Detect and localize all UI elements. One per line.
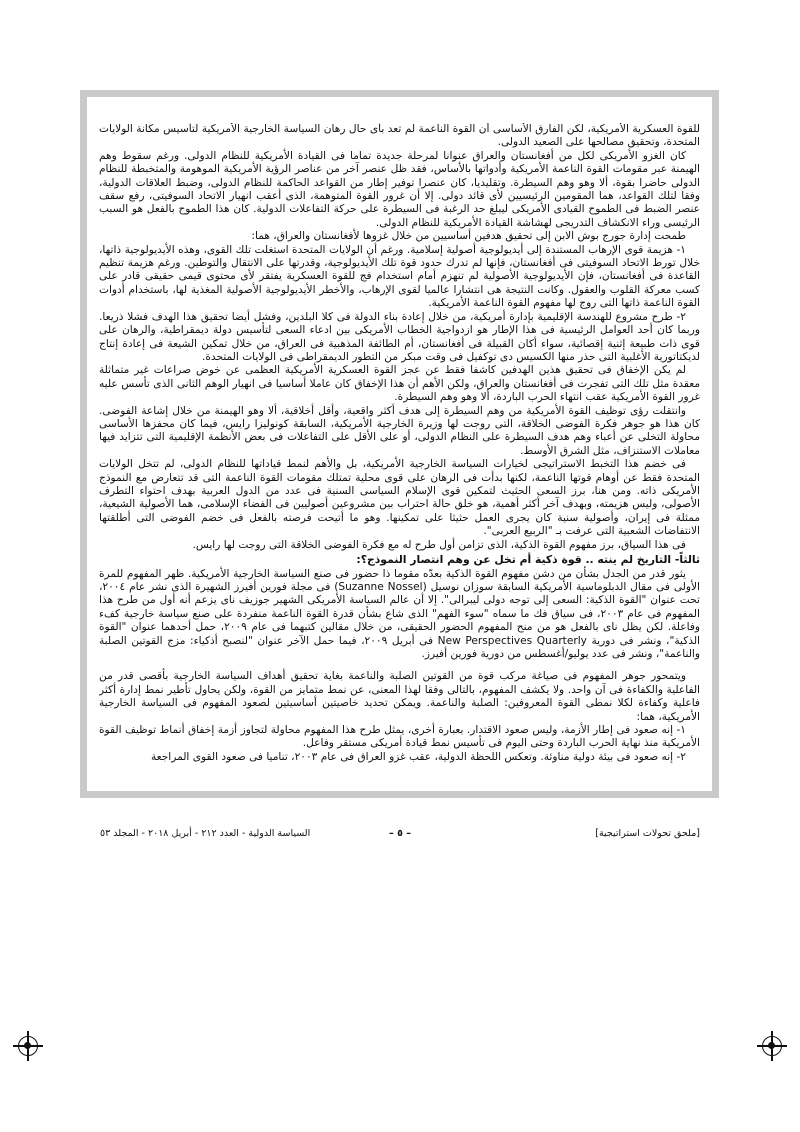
paragraph: لم يكن الإخفاق فى تحقيق هذين الهدفين كاشفا فقط عن عجز القوة العسكرية الأمريكية العظمى عن خوض صراعات غير متماثلة معقدة مثل تلك التى تفجرت فى أفغانستان والعراق، ولكن الأهم أن هذا الإخفاق كان عاملا أساسيا فى انهيار الوهم الثانى الذى تأسس عليه غرور القوة الأمريكية عقب انتهاء الحرب الباردة، ألا وهو وهم السيطرة. bbox=[99, 364, 700, 404]
paragraph: وانتقلت رؤى توظيف القوة الأمريكية من وهم السيطرة إلى هدف أكثر واقعية، وأقل أخلاقية، ألا وهو الهيمنة من خلال إشاعة الفوضى. كان هذا هو جوهر فكرة الفوضى الخلاقة، التى روجت لها وزيرة الخارجية الأمريكية، السابقة كونوليزا رايس، فيما كان محفزها الأساسى محاولة التخلى عن أعباء وهم هدف السيطرة على النظام الدولى، أو على الأقل على التفاعلات فى بعض الأنظمة الإقليمية التى تتزايد فيها معاملات الاستنزاف، مثل الشرق الأوسط. bbox=[99, 404, 700, 457]
article-body bbox=[99, 123, 700, 781]
journal-info: السياسة الدولية - العدد ٢١٢ - أبريل ٢٠١٨ - المجلد ٥٣ bbox=[100, 828, 311, 839]
list-item: ٢- إنه صعود فى بيئة دولية مناوئة. وتعكس اللحظة الدولية، عقب غزو العراق فى عام ٢٠٠٣، تناميا فى صعود القوى المراجعة bbox=[150, 750, 686, 763]
registration-mark-icon bbox=[762, 1036, 782, 1056]
list-item: ٢- طرح مشروع للهندسة الإقليمية بإدارة أمريكية، من خلال إعادة بناء الدولة فى كلا البلدين، وفشل أيضا تحقيق هذا الهدف فشلا ذريعا. وربما كان أحد العوامل الرئيسية فى هذا الإطار هو ازدواجية الخطاب الأمريكى بين ادعاء السعى لتأسيس دولة ديمقراطية، والرهان على قوى ذات طبيعة إثنية إقصائية، سواء أكان القبيلة فى أفغانستان، أم الطائفة المذهبية فى العراق، من خلال تمكين الشيعة فى إعادة إنتاج لديكتاتورية الأغلبية التى حذر منها الكسيس دى توكفيل فى وقت مبكر من التطور الديمقراطى فى الولايات المتحدة. bbox=[99, 310, 700, 363]
paragraph: طمحت إدارة جورج بوش الابن إلى تحقيق هدفين أساسيين من خلال غزوها لأفغانستان والعراق، هما: bbox=[251, 230, 686, 243]
paragraph: يثور قدر من الجدل بشأن من دشن مفهوم القوة الذكية بعدّه مقوما ذا حضور فى صنع السياسة الخارجية الأمريكية. ظهر المفهوم للمرة الأولى فى مقال الدبلوماسية الأمريكية السابقة سوزان نوسيل (Suzanne Nossel) فى مجلة فورين أفيرز الشهيرة الذى نشر عام ٢٠٠٤، تحت عنوان "القوة الذكية: السعى إلى توجه دولى ليبرالى". إلا أن عالم السياسة الأمريكى الشهير جوزيف ناى يزعم أنه أول من طرح هذا المفهوم فى عام ٢٠٠٣، فى سياق فك ما سماه "سوء الفهم" الذى شاع بشأن قدرة القوة الناعمة منفردة على صنع سياسة خارجية كفء وفاعلة. لكن يظل ناى بالفعل هو من منح المفهوم الحضور الحقيقى، من خلال مقالين كتبهما فى عام ٢٠٠٩، حمل أحدهما عنوان "القوة الذكية"، ونشر فى دورية New Perspectives Quarterly فى أبريل ٢٠٠٩، فيما حمل الآخر عنوان "لنصبح أذكياء: مزج القوتين الصلبة والناعمة"، ونشر فى عدد يوليو/أغسطس من دورية فورين أفيرز. bbox=[99, 567, 700, 661]
paragraph: فى خضم هذا التخبط الاستراتيجى لخيارات السياسة الخارجية الأمريكية، بل والأهم لنمط قياداتها للنظام الدولى، لم تتخل الولايات المتحدة فقط عن أوهام قوتها الناعمة، لكنها بدأت فى الرهان على قوى محلية تمتلك مقومات القوة الناعمة التى قد تتعارض مع النموذج الأمريكى ذاته. ومن هنا، برز السعى الحثيث لتمكين قوى الإسلام السياسى السنية فى عدد من الدول العربية بهدف احتواء التطرف الأصولى، وليس هزيمته، وبهدف آخر أكثر أهمية، هو خلق حالة احتراب بين مشروعين أصوليين فى الفضاء الإسلامى، هما الأصولية الشيعية، ممثلة فى إيران، وأصولية سنية كان يجرى العمل حثيثا على تمكينها. وهو ما أتيحت فرصته بالفعل فى خضم الفوضى التى أطلقتها الانتفاضات الشعبية التى عرفت بـ "الربيع العربى". bbox=[99, 458, 700, 538]
list-item: ١- هزيمة قوى الإرهاب المستندة إلى أيديولوجية أصولية إسلامية. ورغم أن الولايات المتحدة استغلت تلك القوى، وهذه الأيديولوجية ذاتها، خلال تورط الاتحاد السوفيتى فى أفغانستان، فإنها لم تدرك حدود قوة تلك الأيديولوجية، وقدرتها على الانتقال والتوطين. ورغم هزيمة تنظيم القاعدة فى أفغانستان، فإن الأيديولوجية الأصولية لم تنهزم أمام استخدام فج للقوة العسكرية يفتقر لأى محتوى قيمى حقيقى قادر على كسب معركة القلوب والعقول. وكانت النتيجة هى انتشارا عالميا لقوى الإرهاب، والأخطر الأيديولوجية الأصولية المغذية لها، باستخدام أدوات القوة الناعمة ذاتها التى روج لها مفهوم القوة الناعمة الأمريكية. bbox=[99, 243, 700, 310]
list-item: ١- إنه صعود فى إطار الأزمة، وليس صعود الاقتدار. بعبارة أخرى، يمثل طرح هذا المفهوم محاولة لتجاوز أزمة إخفاق أنماط توظيف القوة الأمريكية منذ نهاية الحرب الباردة وحتى اليوم فى تأسيس نمط قيادة أمريكى مستقر وفاعل. bbox=[99, 724, 700, 750]
page-number: – ٥ – bbox=[389, 828, 411, 839]
paragraph: فى هذا السياق، برز مفهوم القوة الذكية، الذى تزامن أول طرح له مع فكرة الفوضى الخلاقة التى روجت لها رايس. bbox=[192, 538, 686, 551]
paragraph: ويتمحور جوهر المفهوم فى صياغة مركب قوة من القوتين الصلبة والناعمة بغاية تحقيق أهداف السياسة الخارجية بأقصى قدر من الفاعلية والكفاءة فى آن واحد. ولا يكشف المفهوم، بالتالى وفقا لهذا المعنى، عن نمط متمايز من القوة، ولكن يحاول تأطير نمط إدارة أكثر فاعلية وكفاءة لكلا نمطى القوة المعروفين: الصلبة والناعمة. ويمكن تحديد خاصيتين أساسيتين لصعود المفهوم فى السياسة الخارجية الأمريكية، هما: bbox=[99, 670, 700, 723]
page-footer bbox=[100, 828, 700, 844]
paragraph: للقوة العسكرية الأمريكية، لكن الفارق الأساسى أن القوة الناعمة لم تعد بأى حال رهان السياسة الخارجية الأمريكية لتأسيس مكانة الولايات المتحدة، وتحقيق مصالحها على الصعيد الدولى. bbox=[99, 123, 700, 149]
paragraph: كان الغزو الأمريكى لكل من أفغانستان والعراق عنوانا لمرحلة جديدة تماما فى القيادة الأمريكية للنظام الدولى. ورغم سقوط وهم الهيمنة عبر مقومات القوة الناعمة الأمريكية وأدواتها بالأساس، فقد ظل عنصر آخر من عناصر الرؤية الأمريكية الموهومة والمتخبطة للنظام الدولى حاضرا بقوة، ألا وهو وهم السيطرة. وتقليديا، كان عنصرا توفير إطار من القواعد الحاكمة للنظام الدولى، وضبط العلاقات الدولية، وفقا لتلك القواعد، هما المقومين الرئيسيين لأى قائد دولى. إلا أن غرور القوة المتوهمة، الذى أعقب انهيار الاتحاد السوفيتى، رفع سقف عنصر الضبط فى الطموح القيادى الأمريكى ليبلغ حد الرغبة فى السيطرة على حركة التفاعلات الدولية. كان هذا الطموح بالفعل هو السبب الرئيسى وراء الانكشاف التدريجى لهشاشة القيادة الأمريكية للنظام الدولى. bbox=[99, 149, 700, 229]
section-heading: ثالثاً- التاريخ لم ينته .. قوة ذكية أم تخل عن وهم انتصار النموذج؟: bbox=[356, 553, 700, 566]
article-frame bbox=[80, 90, 719, 798]
supplement-label: [ملحق تحولات استراتيجية] bbox=[595, 828, 700, 839]
registration-mark-icon bbox=[18, 1036, 38, 1056]
